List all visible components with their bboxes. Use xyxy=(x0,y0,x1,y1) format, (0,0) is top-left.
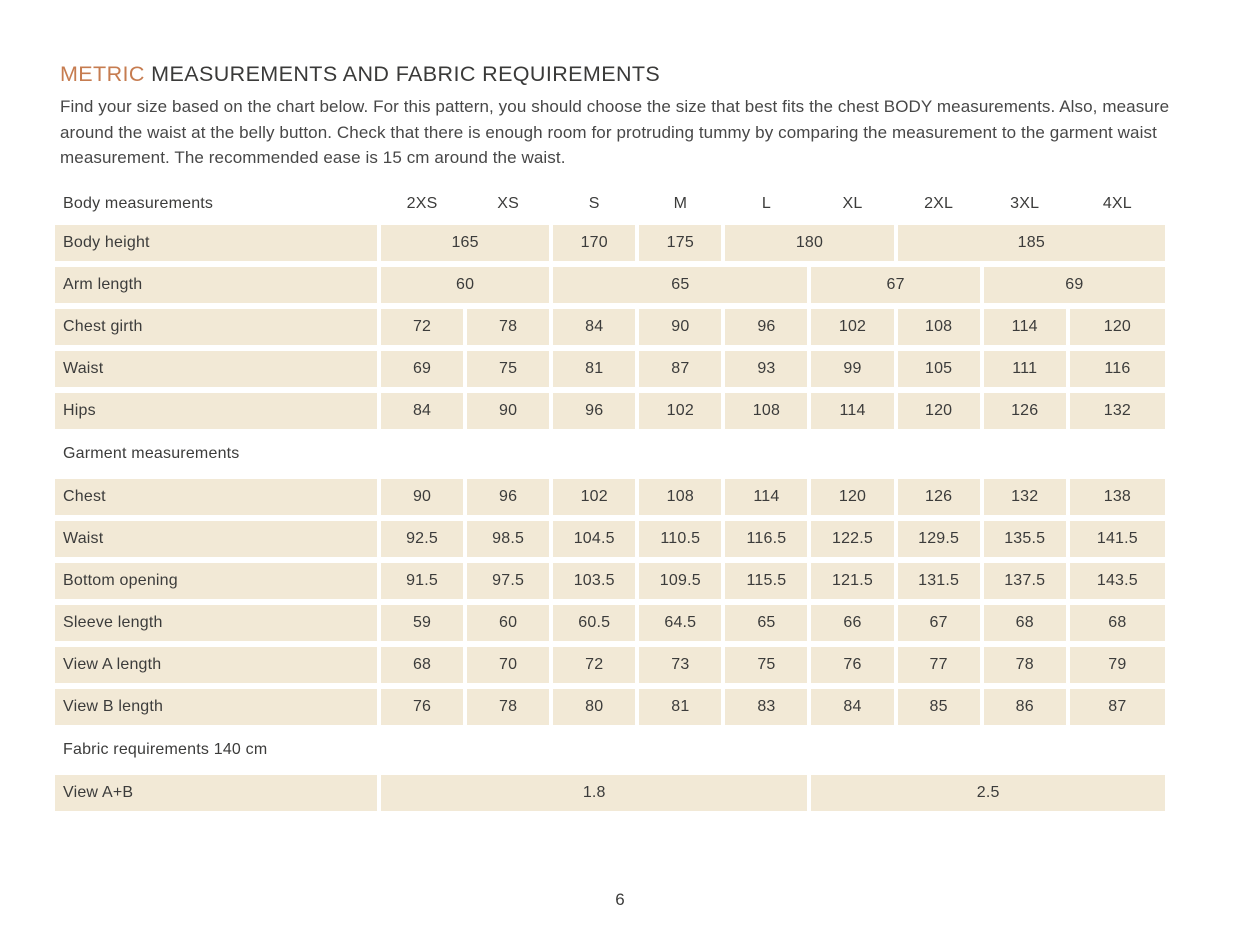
value-cell: 98.5 xyxy=(467,521,549,557)
size-header-cell: S xyxy=(588,194,600,212)
value-cell: 87 xyxy=(639,351,721,387)
value-cell: 68 xyxy=(984,605,1066,641)
value-cell: 97.5 xyxy=(467,563,549,599)
value-cell: 75 xyxy=(725,647,807,683)
value-cell: 116.5 xyxy=(725,521,807,557)
value-cell: 93 xyxy=(725,351,807,387)
value-cell: 120 xyxy=(1070,309,1165,345)
value-cell: 65 xyxy=(553,267,807,303)
value-cell: 72 xyxy=(381,309,463,345)
value-cell: 114 xyxy=(725,479,807,515)
value-cell: 75 xyxy=(467,351,549,387)
value-cell: 81 xyxy=(553,351,635,387)
value-cell: 108 xyxy=(639,479,721,515)
value-cell: 143.5 xyxy=(1070,563,1165,599)
row-label-cell: Waist xyxy=(55,351,377,387)
page-number: 6 xyxy=(615,890,625,909)
value-cell: 114 xyxy=(984,309,1066,345)
row-label-cell: View A+B xyxy=(55,775,377,811)
value-cell: 90 xyxy=(381,479,463,515)
value-cell: 84 xyxy=(553,309,635,345)
value-cell: 131.5 xyxy=(898,563,980,599)
value-cell: 84 xyxy=(381,393,463,429)
value-cell: 90 xyxy=(639,309,721,345)
value-cell: 110.5 xyxy=(639,521,721,557)
value-cell: 180 xyxy=(725,225,893,261)
value-cell: 102 xyxy=(553,479,635,515)
value-cell: 1.8 xyxy=(381,775,807,811)
page-title xyxy=(60,62,1172,87)
row-label-cell: Bottom opening xyxy=(55,563,377,599)
value-cell: 76 xyxy=(811,647,893,683)
value-cell: 96 xyxy=(725,309,807,345)
value-cell: 60.5 xyxy=(553,605,635,641)
section-heading: Garment measurements xyxy=(63,444,240,462)
value-cell: 68 xyxy=(381,647,463,683)
size-header-cell: XS xyxy=(497,194,520,212)
value-cell: 59 xyxy=(381,605,463,641)
value-cell: 67 xyxy=(898,605,980,641)
value-cell: 80 xyxy=(553,689,635,725)
size-header-cell: M xyxy=(673,194,688,212)
column-header-label: Body measurements xyxy=(63,194,214,212)
value-cell: 129.5 xyxy=(898,521,980,557)
value-cell: 185 xyxy=(898,225,1165,261)
value-cell: 87 xyxy=(1070,689,1165,725)
row-label-cell: View A length xyxy=(55,647,377,683)
value-cell: 79 xyxy=(1070,647,1165,683)
value-cell: 77 xyxy=(898,647,980,683)
page-title-accent: METRIC xyxy=(60,62,145,86)
value-cell: 78 xyxy=(467,309,549,345)
value-cell: 92.5 xyxy=(381,521,463,557)
value-cell: 99 xyxy=(811,351,893,387)
value-cell: 91.5 xyxy=(381,563,463,599)
value-cell: 96 xyxy=(553,393,635,429)
value-cell: 60 xyxy=(467,605,549,641)
value-cell: 114 xyxy=(811,393,893,429)
value-cell: 86 xyxy=(984,689,1066,725)
value-cell: 76 xyxy=(381,689,463,725)
size-header-cell: 2XS xyxy=(406,194,438,212)
value-cell: 116 xyxy=(1070,351,1165,387)
value-cell: 78 xyxy=(467,689,549,725)
row-label-cell: Body height xyxy=(55,225,377,261)
value-cell: 73 xyxy=(639,647,721,683)
intro-paragraph: Find your size based on the chart below. For this pattern, you should choose the size that best fits the chest BODY measurements. Also, measure around the waist at the belly button. Check that there is enough room for protruding tummy by comparing the measurement to the garment waist measurement. The recommended ease is 15 cm around the waist. xyxy=(60,97,1170,168)
value-cell: 103.5 xyxy=(553,563,635,599)
value-cell: 64.5 xyxy=(639,605,721,641)
value-cell: 109.5 xyxy=(639,563,721,599)
value-cell: 70 xyxy=(467,647,549,683)
section-heading: Fabric requirements 140 cm xyxy=(63,740,268,758)
value-cell: 138 xyxy=(1070,479,1165,515)
value-cell: 135.5 xyxy=(984,521,1066,557)
value-cell: 72 xyxy=(553,647,635,683)
value-cell: 83 xyxy=(725,689,807,725)
value-cell: 120 xyxy=(811,479,893,515)
size-header-cell: L xyxy=(761,194,771,212)
value-cell: 126 xyxy=(984,393,1066,429)
value-cell: 60 xyxy=(381,267,549,303)
value-cell: 96 xyxy=(467,479,549,515)
size-header-cell: 2XL xyxy=(924,194,954,212)
value-cell: 81 xyxy=(639,689,721,725)
value-cell: 84 xyxy=(811,689,893,725)
value-cell: 121.5 xyxy=(811,563,893,599)
value-cell: 65 xyxy=(725,605,807,641)
value-cell: 108 xyxy=(725,393,807,429)
value-cell: 102 xyxy=(639,393,721,429)
value-cell: 104.5 xyxy=(553,521,635,557)
value-cell: 126 xyxy=(898,479,980,515)
value-cell: 108 xyxy=(898,309,980,345)
row-label-cell: Sleeve length xyxy=(55,605,377,641)
size-header-cell: 4XL xyxy=(1102,194,1132,212)
value-cell: 122.5 xyxy=(811,521,893,557)
value-cell: 170 xyxy=(553,225,635,261)
row-label-cell: Hips xyxy=(55,393,377,429)
value-cell: 90 xyxy=(467,393,549,429)
value-cell: 69 xyxy=(381,351,463,387)
row-label-cell: Arm length xyxy=(55,267,377,303)
page-title-rest: MEASUREMENTS AND FABRIC REQUIREMENTS xyxy=(144,62,661,86)
row-label-cell: Waist xyxy=(55,521,377,557)
value-cell: 78 xyxy=(984,647,1066,683)
row-label-cell: Chest xyxy=(55,479,377,515)
size-header-cell: 3XL xyxy=(1010,194,1040,212)
value-cell: 132 xyxy=(1070,393,1165,429)
value-cell: 67 xyxy=(811,267,979,303)
value-cell: 102 xyxy=(811,309,893,345)
value-cell: 132 xyxy=(984,479,1066,515)
row-label-cell: View B length xyxy=(55,689,377,725)
value-cell: 115.5 xyxy=(725,563,807,599)
value-cell: 69 xyxy=(984,267,1165,303)
value-cell: 105 xyxy=(898,351,980,387)
page-content xyxy=(0,62,1240,811)
value-cell: 2.5 xyxy=(811,775,1165,811)
value-cell: 175 xyxy=(639,225,721,261)
value-cell: 137.5 xyxy=(984,563,1066,599)
value-cell: 165 xyxy=(381,225,549,261)
row-label-cell: Chest girth xyxy=(55,309,377,345)
value-cell: 85 xyxy=(898,689,980,725)
value-cell: 66 xyxy=(811,605,893,641)
value-cell: 68 xyxy=(1070,605,1165,641)
size-table xyxy=(55,187,1165,811)
value-cell: 141.5 xyxy=(1070,521,1165,557)
value-cell: 120 xyxy=(898,393,980,429)
size-header-cell: XL xyxy=(842,194,863,212)
value-cell: 111 xyxy=(984,351,1066,387)
